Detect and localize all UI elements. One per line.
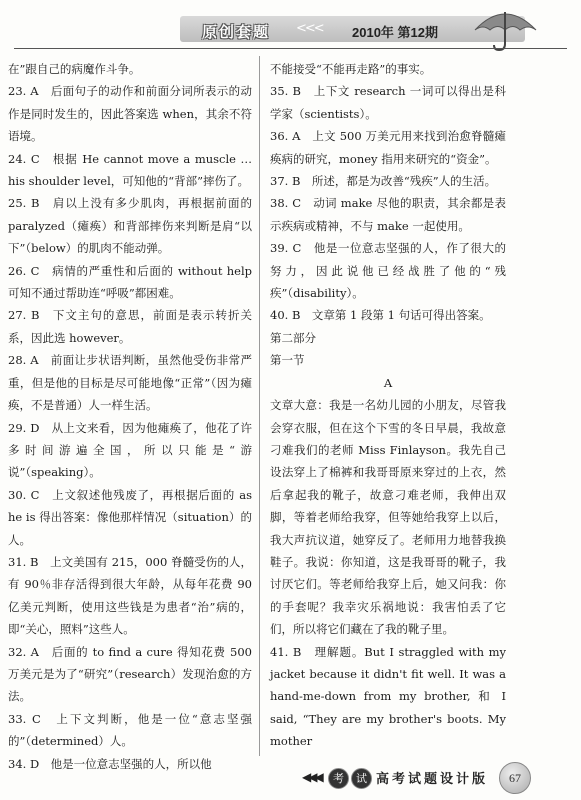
header-rule: [14, 48, 567, 49]
answer-38: 38. C 动词 make 尽他的职责，其余都是表示疾病或精神，不与 make 一起使用。: [270, 196, 506, 233]
left-column: [8, 58, 252, 775]
passage-summary: 文章大意：我是一名幼儿园的小朋友，尽管我会穿衣服，但在这个下雪的冬日早晨，我故意刁难我们的老师 Miss Finlayson。我先自己设法穿上了棉裤和我哥哥原来穿过的上衣，然后拿起我的靴子，故意刁难老师，我伸出双脚，等着老师给我穿，但等她给我穿上以后，我大声抗议道，她穿反了。老师用力地替我换鞋子。我说：你知道，这是我哥哥的靴子，我讨厌它们。等老师给我穿上后，她又问我：你的手套呢？我幸灾乐祸地说：我害怕丢了它们，所以将它们藏在了我的靴子里。: [270, 398, 506, 637]
page-header: [0, 0, 581, 62]
answer-31: 31. B 上文美国有 215，000 脊髓受伤的人，有 90％非存活得到很大年龄，从每年花费 90 亿美元判断，使用这些钱是为患者“治”病的，即“关心，照料”这些人。: [8, 554, 252, 637]
answer-34: 34. D 他是一位意志坚强的人，所以他: [8, 756, 212, 771]
page-number: 67: [499, 762, 531, 794]
answer-25: 25. B 肩以上没有多少肌肉，再根据前面的 paralyzed（瘫痪）和背部摔伤来判断是肩“以下”（below）的肌肉不能动弹。: [8, 196, 252, 256]
answer-37: 37. B 所述，都是为改善“残疾”人的生活。: [270, 174, 497, 189]
answer-23: 23. A 后面句子的动作和前面分词所表示的动作是同时发生的，因此答案选 when，其余不符语境。: [8, 84, 252, 144]
answer-32: 32. A 后面的 to find a cure 得知花费 500 万美元是为了“研究”（research）发现治愈的方法。: [8, 644, 252, 704]
answer-35: 35. B 上下文 research 一词可以得出是科学家（scientists）。: [270, 84, 506, 121]
answer-36: 36. A 上文 500 万美元用来找到治愈脊髓瘫痪病的研究，money 指用来研究的“资金”。: [270, 129, 506, 166]
paragraph: 不能接受“不能再走路”的事实。: [270, 62, 432, 76]
answer-27: 27. B 下文主句的意思，前面是表示转折关系，因此选 however。: [8, 308, 252, 345]
footer-badge: 试: [351, 768, 372, 789]
right-column: [270, 58, 506, 753]
answer-41: 41. B 理解题。But I straggled with my jacket because it didn't fit well. It was a hand-me-down from my brother, 和 I said, “They are my brother's boots. My mother: [270, 644, 506, 749]
answer-29: 29. D 从上文来看，因为他瘫痪了，他花了许多时间游遍全国，所以只能是“游说”（speaking）。: [8, 420, 252, 480]
footer-arrows: ◀◀◀: [302, 770, 321, 784]
answer-40: 40. B 文章第 1 段第 1 句话可得出答案。: [270, 308, 491, 323]
footer-badge: 考: [328, 768, 349, 789]
header-issue: 2010年 第12期: [352, 25, 438, 40]
answer-30: 30. C 上文叙述他残废了，再根据后面的 as he is 得出答案：像他那样情况（situation）的人。: [8, 487, 252, 547]
passage-label: A: [383, 375, 393, 390]
column-divider: [259, 56, 260, 756]
subsection-heading: 第一节: [270, 353, 305, 368]
paragraph: 在”跟自己的病魔作斗争。: [8, 62, 141, 76]
footer-badges: [328, 767, 374, 789]
page-footer: [0, 758, 581, 800]
section-heading: 第二部分: [270, 330, 316, 345]
footer-text: 高考试题设计版: [376, 772, 489, 787]
answer-33: 33. C 上下文判断，他是一位“意志坚强的”（determined）人。: [8, 711, 252, 749]
header-arrows: <<<: [296, 21, 323, 36]
answer-39: 39. C 他是一位意志坚强的人，作了很大的努力，因此说他已经战胜了他的“残疾”（disability）。: [270, 241, 506, 301]
umbrella-icon: [470, 4, 540, 54]
header-title: 原创套题: [202, 24, 271, 41]
answer-28: 28. A 前面让步状语判断，虽然他受伤非常严重，但是他的目标是尽可能地像“正常”（因为瘫痪，不是普通）人一样生活。: [8, 353, 252, 413]
answer-26: 26. C 病情的严重性和后面的 without help 可知不通过帮助连“呼吸”都困难。: [8, 263, 252, 301]
answer-24: 24. C 根据 He cannot move a muscle … his shoulder level，可知他的“背部”摔伤了。: [8, 151, 252, 189]
